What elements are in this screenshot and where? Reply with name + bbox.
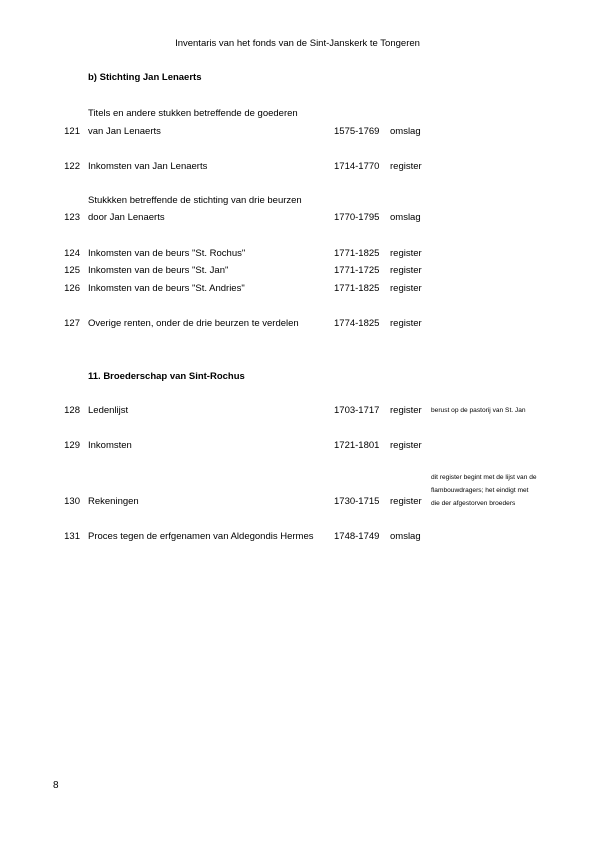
entry-number: 129 <box>64 440 80 451</box>
entry-type: register <box>390 318 422 329</box>
entry-dates: 1730-1715 <box>334 496 380 507</box>
entry-number: 128 <box>64 405 80 416</box>
entry-dates: 1714-1770 <box>334 161 380 172</box>
entry-number: 131 <box>64 531 80 542</box>
entry-description: Ledenlijst <box>88 405 129 416</box>
entry-type: omslag <box>390 212 421 223</box>
entry-number: 125 <box>64 265 80 276</box>
page-header-title: Inventaris van het fonds van de Sint-Janskerk te Tongeren <box>175 38 420 49</box>
entry-description: Inkomsten van Jan Lenaerts <box>88 161 208 172</box>
entry-note-line: dit register begint met de lijst van de <box>431 474 537 481</box>
entry-type: register <box>390 496 422 507</box>
entry-description-line: van Jan Lenaerts <box>88 126 161 137</box>
entry-type: omslag <box>390 531 421 542</box>
entry-type: register <box>390 405 422 416</box>
entry-note-line: die der afgestorven broeders <box>431 500 516 507</box>
entry-note-line: flambouwdragers; het eindigt met <box>431 487 529 494</box>
entry-dates: 1703-1717 <box>334 405 380 416</box>
entry-note: berust op de pastorij van St. Jan <box>431 407 526 414</box>
entry-type: register <box>390 265 422 276</box>
entry-description-line: Titels en andere stukken betreffende de goederen <box>88 108 298 119</box>
entry-type: register <box>390 283 422 294</box>
entry-dates: 1771-1725 <box>334 265 380 276</box>
entry-description-line: Stukkken betreffende de stichting van drie beurzen <box>88 195 302 206</box>
entry-dates: 1721-1801 <box>334 440 380 451</box>
entry-dates: 1771-1825 <box>334 283 380 294</box>
entry-number: 127 <box>64 318 80 329</box>
entry-number: 124 <box>64 248 80 259</box>
section-title: 11. Broederschap van Sint-Rochus <box>88 371 245 382</box>
entry-dates: 1771-1825 <box>334 248 380 259</box>
entry-description: Inkomsten <box>88 440 132 451</box>
entry-number: 126 <box>64 283 80 294</box>
entry-description: Rekeningen <box>88 496 139 507</box>
entry-number: 130 <box>64 496 80 507</box>
entry-dates: 1774-1825 <box>334 318 380 329</box>
entry-description: Inkomsten van de beurs "St. Rochus" <box>88 248 246 259</box>
entry-description-line: door Jan Lenaerts <box>88 212 165 223</box>
entry-number: 121 <box>64 126 80 137</box>
entry-type: register <box>390 248 422 259</box>
entry-dates: 1770-1795 <box>334 212 380 223</box>
entry-number: 123 <box>64 212 80 223</box>
entry-description: Proces tegen de erfgenamen van Aldegondis Hermes <box>88 531 314 542</box>
section-title: b) Stichting Jan Lenaerts <box>88 72 202 83</box>
entry-dates: 1748-1749 <box>334 531 380 542</box>
entry-description: Inkomsten van de beurs "St. Jan" <box>88 265 229 276</box>
entry-type: omslag <box>390 126 421 137</box>
page-number: 8 <box>53 780 59 791</box>
entry-description: Inkomsten van de beurs "St. Andries" <box>88 283 245 294</box>
entry-dates: 1575-1769 <box>334 126 380 137</box>
entry-description: Overige renten, onder de drie beurzen te verdelen <box>88 318 299 329</box>
entry-number: 122 <box>64 161 80 172</box>
entry-type: register <box>390 161 422 172</box>
entry-type: register <box>390 440 422 451</box>
